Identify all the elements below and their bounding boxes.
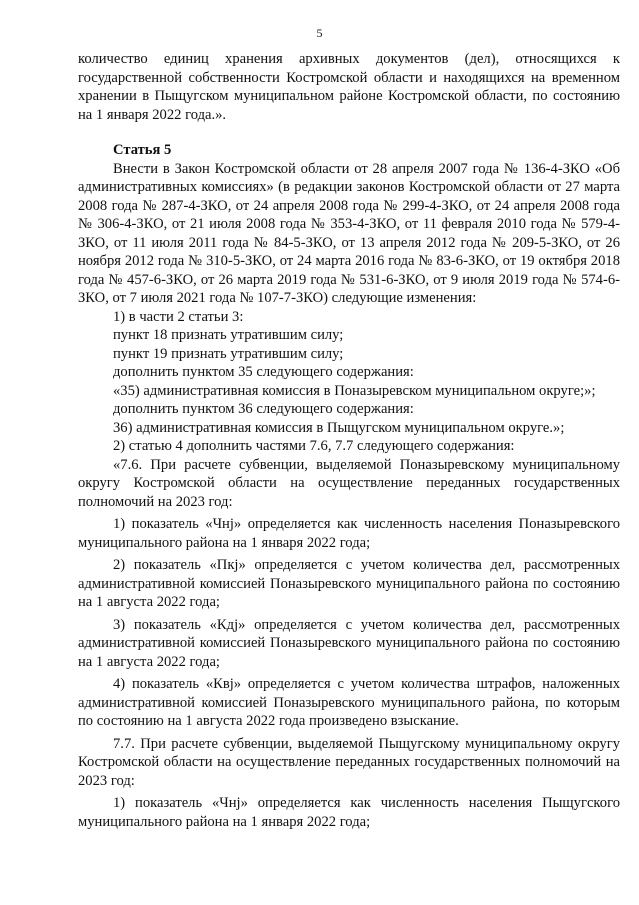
intro-paragraph: количество единиц хранения архивных документов (дел), относящихся к государственной собственности Костромской области и находящихся на временном хранении в Пыщугском муниципальном районе Костромской области, по состоянию на 1 января 2022 года.».: [78, 51, 620, 123]
part-7-6-intro: «7.6. При расчете субвенции, выделяемой Поназыревскому муниципальному округу Костромской области на осуществление переданных государственных полномочий на 2023 год:: [78, 456, 620, 510]
article-intro-paragraph: Внести в Закон Костромской области от 28 апреля 2007 года № 136-4-ЗКО «Об административных комиссиях» (в редакции законов Костромской области от 27 марта 2008 года № 287-4-ЗКО, от 24 апреля 2008 года № 299-4-ЗКО, от 24 апреля 2008 года № 306-4-ЗКО, от 21 июля 2008 года № 353-4-ЗКО, от 11 февраля 2010 года № 579-4-ЗКО, от 11 июля 2011 года № 84-5-ЗКО, от 13 апреля 2012 года № 209-5-ЗКО, от 26 ноября 2012 года № 310-5-ЗКО, от 24 марта 2016 года № 83-6-ЗКО, от 19 октября 2018 года № 457-6-ЗКО, от 26 марта 2019 года № 531-6-ЗКО, от 9 июля 2019 года № 574-6-ЗКО, от 7 июля 2021 года № 107-7-ЗКО) следующие изменения:: [78, 160, 620, 306]
change-item-2: 2) статью 4 дополнить частями 7.6, 7.7 следующего содержания:: [113, 438, 515, 454]
part-7-6-item-1: 1) показатель «Чнj» определяется как численность населения Поназыревского муниципального района на 1 января 2022 года;: [78, 516, 620, 551]
change-item-1-b: пункт 19 признать утратившим силу;: [113, 345, 344, 362]
document-body: [78, 50, 620, 831]
part-7-7-intro: 7.7. При расчете субвенции, выделяемой Пыщугскому муниципальному округу Костромской области на осуществление переданных государственных полномочий на 2023 год:: [78, 735, 620, 789]
change-item-1: 1) в части 2 статьи 3:: [113, 308, 244, 325]
change-item-1-a: пункт 18 признать утратившим силу;: [113, 327, 344, 343]
change-item-1-d: дополнить пунктом 36 следующего содержания:: [113, 401, 414, 417]
part-7-6-item-2: 2) показатель «Пкj» определяется с учетом количества дел, рассмотренных административной комиссией Поназыревского муниципального района по состоянию на 1 августа 2022 года;: [78, 557, 620, 610]
part-7-6-item-3: 3) показатель «Кдj» определяется с учетом количества дел, рассмотренных административной комиссией Поназыревского муниципального района по состоянию на 1 августа 2022 года;: [78, 616, 620, 670]
change-item-1-c-text: «35) административная комиссия в Поназыревском муниципальном округе;»;: [113, 382, 596, 399]
change-item-1-d-text: 36) административная комиссия в Пыщугском муниципальном округе.»;: [113, 419, 565, 436]
part-7-6-item-4: 4) показатель «Квj» определяется с учетом количества штрафов, наложенных административной комиссией Поназыревского муниципального района, по которым по состоянию на 1 августа 2022 года произведено взыскание.: [78, 676, 620, 729]
part-7-7-item-1: 1) показатель «Чнj» определяется как численность населения Пыщугского муниципального района на 1 января 2022 года;: [78, 795, 620, 830]
article-heading: Статья 5: [113, 142, 172, 158]
page-number: 5: [316, 26, 323, 40]
change-item-1-c: дополнить пунктом 35 следующего содержания:: [113, 364, 414, 380]
